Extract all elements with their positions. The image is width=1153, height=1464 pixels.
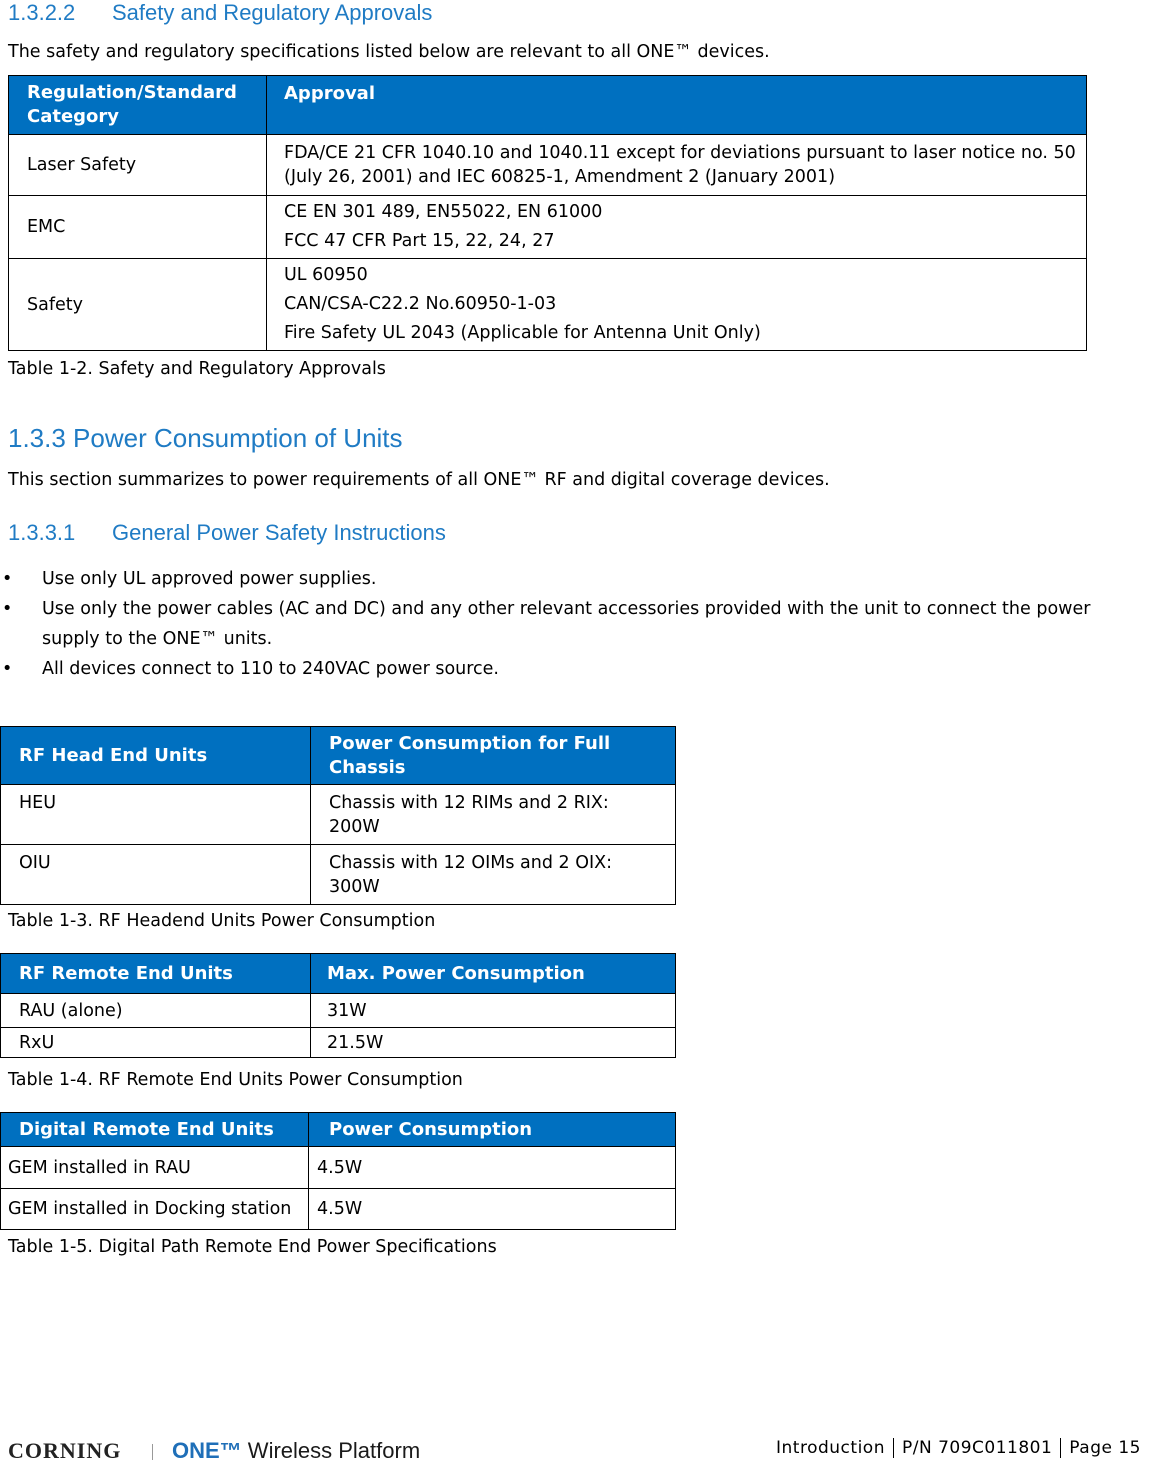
list-item: • Use only UL approved power supplies. xyxy=(0,564,1145,594)
unit-cell: RxU xyxy=(1,1028,311,1058)
section-heading-133: 1.3.3 Power Consumption of Units xyxy=(8,423,403,453)
footer-section: Introduction xyxy=(776,1438,885,1458)
power-cell: Chassis with 12 OIMs and 2 OIX: 300W xyxy=(311,845,676,905)
unit-cell: HEU xyxy=(1,785,311,845)
table-row xyxy=(9,135,1087,196)
section-title: General Power Safety Instructions xyxy=(112,520,446,545)
approval-cell xyxy=(267,196,1087,259)
unit-cell: RAU (alone) xyxy=(1,994,311,1028)
footer-divider xyxy=(152,1444,153,1460)
table-row xyxy=(1,845,676,905)
table-header-row xyxy=(1,727,676,785)
table-row xyxy=(1,1147,676,1189)
one-logo-mark: ONE™ xyxy=(172,1438,242,1463)
table-row xyxy=(9,259,1087,351)
one-logo-text: Wireless Platform xyxy=(241,1438,421,1463)
table-row xyxy=(1,994,676,1028)
power-cell: 31W xyxy=(311,994,676,1028)
header-cell: Power Consumption for Full Chassis xyxy=(311,727,676,785)
section-title: Safety and Regulatory Approvals xyxy=(112,0,433,25)
category-cell: EMC xyxy=(9,196,267,259)
section-number: 1.3.3.1 xyxy=(8,520,76,545)
header-cell: Max. Power Consumption xyxy=(311,954,676,994)
approval-line: UL 60950 xyxy=(284,265,368,285)
approval-cell xyxy=(267,135,1087,196)
unit-cell: GEM installed in RAU xyxy=(1,1147,309,1189)
footer-page-number: Page 15 xyxy=(1060,1438,1141,1458)
table-header-row xyxy=(1,1113,676,1147)
header-cell: RF Head End Units xyxy=(1,727,311,785)
bullet-list xyxy=(0,564,1145,684)
header-cell: Approval xyxy=(267,76,1087,135)
header-cell: Digital Remote End Units xyxy=(1,1113,309,1147)
approval-line: CE EN 301 489, EN55022, EN 61000 xyxy=(284,202,603,222)
section-heading-1322 xyxy=(8,0,432,26)
header-cell: Regulation/Standard Category xyxy=(9,76,267,135)
one-wireless-platform-logo xyxy=(172,1438,420,1464)
digital-remote-power-table xyxy=(0,1112,676,1230)
table-caption: Table 1-3. RF Headend Units Power Consumption xyxy=(8,911,436,931)
power-cell: 21.5W xyxy=(311,1028,676,1058)
table-header-row xyxy=(9,76,1087,135)
category-cell: Laser Safety xyxy=(9,135,267,196)
approval-line: FCC 47 CFR Part 15, 22, 24, 27 xyxy=(284,231,555,251)
header-cell: RF Remote End Units xyxy=(1,954,311,994)
table-row xyxy=(1,785,676,845)
footer-page-info xyxy=(768,1438,1141,1458)
power-cell: Chassis with 12 RIMs and 2 RIX: 200W xyxy=(311,785,676,845)
table-row xyxy=(1,1189,676,1230)
approval-cell xyxy=(267,259,1087,351)
table-caption: Table 1-4. RF Remote End Units Power Consumption xyxy=(8,1070,463,1090)
footer-part-number: P/N 709C011801 xyxy=(893,1438,1060,1458)
section-heading-1331 xyxy=(8,520,446,546)
approval-line: CAN/CSA-C22.2 No.60950-1-03 xyxy=(284,294,557,314)
table-caption: Table 1-2. Safety and Regulatory Approvals xyxy=(8,359,386,379)
approval-line: Fire Safety UL 2043 (Applicable for Antenna Unit Only) xyxy=(284,323,761,343)
table-row xyxy=(1,1028,676,1058)
table-header-row xyxy=(1,954,676,994)
category-cell: Safety xyxy=(9,259,267,351)
remote-end-power-table xyxy=(0,953,676,1058)
list-item: • All devices connect to 110 to 240VAC power source. xyxy=(0,654,1145,684)
approval-line: FDA/CE 21 CFR 1040.10 and 1040.11 except for deviations pursuant to laser notice no. 50 (July 26, 2001) and IEC 60825-1, Amendment 2 (January 2001) xyxy=(284,143,1076,187)
section-intro: This section summarizes to power requirements of all ONE™ RF and digital coverage devices. xyxy=(8,470,830,490)
corning-logo: CORNING xyxy=(8,1438,122,1463)
section-intro: The safety and regulatory specifications listed below are relevant to all ONE™ devices. xyxy=(8,42,770,62)
list-item: • Use only the power cables (AC and DC) and any other relevant accessories provided with the unit to connect the power supply to the ONE™ units. xyxy=(0,594,1145,654)
unit-cell: GEM installed in Docking station xyxy=(1,1189,309,1230)
table-row xyxy=(9,196,1087,259)
power-cell: 4.5W xyxy=(309,1189,676,1230)
power-cell: 4.5W xyxy=(309,1147,676,1189)
header-cell: Power Consumption xyxy=(309,1113,676,1147)
unit-cell: OIU xyxy=(1,845,311,905)
table-caption: Table 1-5. Digital Path Remote End Power Specifications xyxy=(8,1237,497,1257)
section-number: 1.3.2.2 xyxy=(8,0,76,25)
head-end-power-table xyxy=(0,726,676,905)
safety-approvals-table xyxy=(8,75,1087,351)
